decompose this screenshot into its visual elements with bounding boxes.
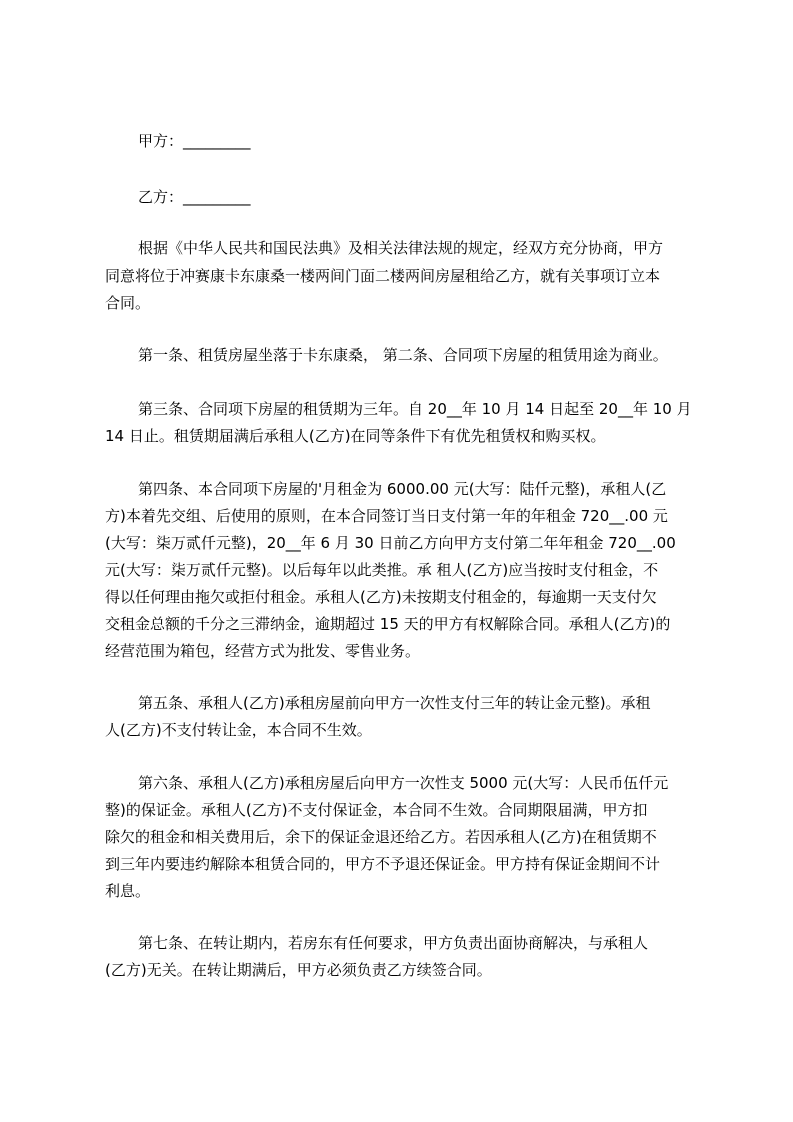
intro-paragraph-line-1: 根据《中华人民共和国民法典》及相关法律法规的规定，经双方充分协商，甲方 [138,239,664,257]
clause-6-line-4: 到三年内要违约解除本租赁合同的，甲方不予退还保证金。甲方持有保证金期间不计 [105,855,661,873]
party-a-row [0,126,793,156]
clause-4-line-3: (大写：柒万贰仟元整)，20__年 6 月 30 日前乙方向甲方支付第二年年租金 720__.00 [105,534,676,552]
clause-6-line-1: 第六条、承租人(乙方)承租房屋后向甲方一次性支 5000 元(大写：人民币伍仟元 [138,774,669,792]
clause-7-row-1 [0,928,793,958]
clause-4-row-1 [0,474,793,504]
clause-4-row-3 [0,528,793,558]
clause-5-line-2: 人(乙方)不支付转让金，本合同不生效。 [105,721,372,739]
clause-4-line-7: 经营范围为箱包，经营方式为批发、零售业务。 [105,642,421,660]
party-a-line: 甲方：_________ [138,132,251,150]
clause-3-row-2 [0,421,793,451]
clause-6-line-2: 整)的保证金。承租人(乙方)不支付保证金，本合同不生效。合同期限届满，甲方扣 [105,801,648,819]
intro-paragraph-line-3: 合同。 [105,294,151,312]
clause-4-row-7 [0,636,793,666]
clause-6-row-5 [0,876,793,906]
clause-5-line-1: 第五条、承租人(乙方)承租房屋前向甲方一次性支付三年的转让金元整)。承租 [138,694,651,712]
clause-6-row-4 [0,849,793,879]
clause-4-row-2 [0,501,793,531]
clause-7-row-2 [0,955,793,985]
clause-1-2-line: 第一条、租赁房屋坐落于卡东康桑， 第二条、合同项下房屋的租赁用途为商业。 [138,346,668,364]
clause-3-row-1 [0,394,793,424]
clause-4-row-4 [0,555,793,585]
clause-4-line-4: 元(大写：柒万贰仟元整)。以后每年以此类推。承 租人(乙方)应当按时支付租金，不 [105,561,659,579]
clause-4-line-5: 得以任何理由拖欠或拒付租金。承租人(乙方)未按期支付租金的，每逾期一天支付欠 [105,588,657,606]
clause-4-line-6: 交租金总额的千分之三滞纳金，逾期超过 15 天的甲方有权解除合同。承租人(乙方)的 [105,615,671,633]
party-b-row [0,182,793,212]
clause-4-line-1: 第四条、本合同项下房屋的'月租金为 6000.00 元(大写：陆仟元整)，承租人(乙 [138,480,667,498]
intro-row-1 [0,233,793,263]
clause-7-line-1: 第七条、在转让期内，若房东有任何要求，甲方负责出面协商解决，与承租人 [138,934,649,952]
clause-5-row-1 [0,688,793,718]
clause-4-row-5 [0,582,793,612]
clause-3-line-1: 第三条、合同项下房屋的租赁期为三年。自 20__年 10 月 14 日起至 20__年 10 月 [138,400,692,418]
clause-5-row-2 [0,715,793,745]
clause-4-row-6 [0,609,793,639]
clause-1-2-row [0,340,793,370]
clause-6-row-2 [0,795,793,825]
party-b-line: 乙方：_________ [138,188,251,206]
clause-6-row-1 [0,768,793,798]
clause-6-line-5: 利息。 [105,882,151,900]
clause-7-line-2: (乙方)无关。在转让期满后，甲方必须负责乙方续签合同。 [105,961,492,979]
intro-paragraph-line-2: 同意将位于冲赛康卡东康桑一楼两间门面二楼两间房屋租给乙方，就有关事项订立本 [105,267,661,285]
clause-3-line-2: 14 日止。租赁期届满后承租人(乙方)在同等条件下有优先租赁权和购买权。 [105,427,606,445]
clause-6-line-3: 除欠的租金和相关费用后，余下的保证金退还给乙方。若因承租人(乙方)在租赁期不 [105,828,657,846]
clause-6-row-3 [0,822,793,852]
intro-row-3 [0,288,793,318]
intro-row-2 [0,261,793,291]
clause-4-line-2: 方)本着先交组、后使用的原则，在本合同签订当日支付第一年的年租金 720__.00 元 [105,507,668,525]
